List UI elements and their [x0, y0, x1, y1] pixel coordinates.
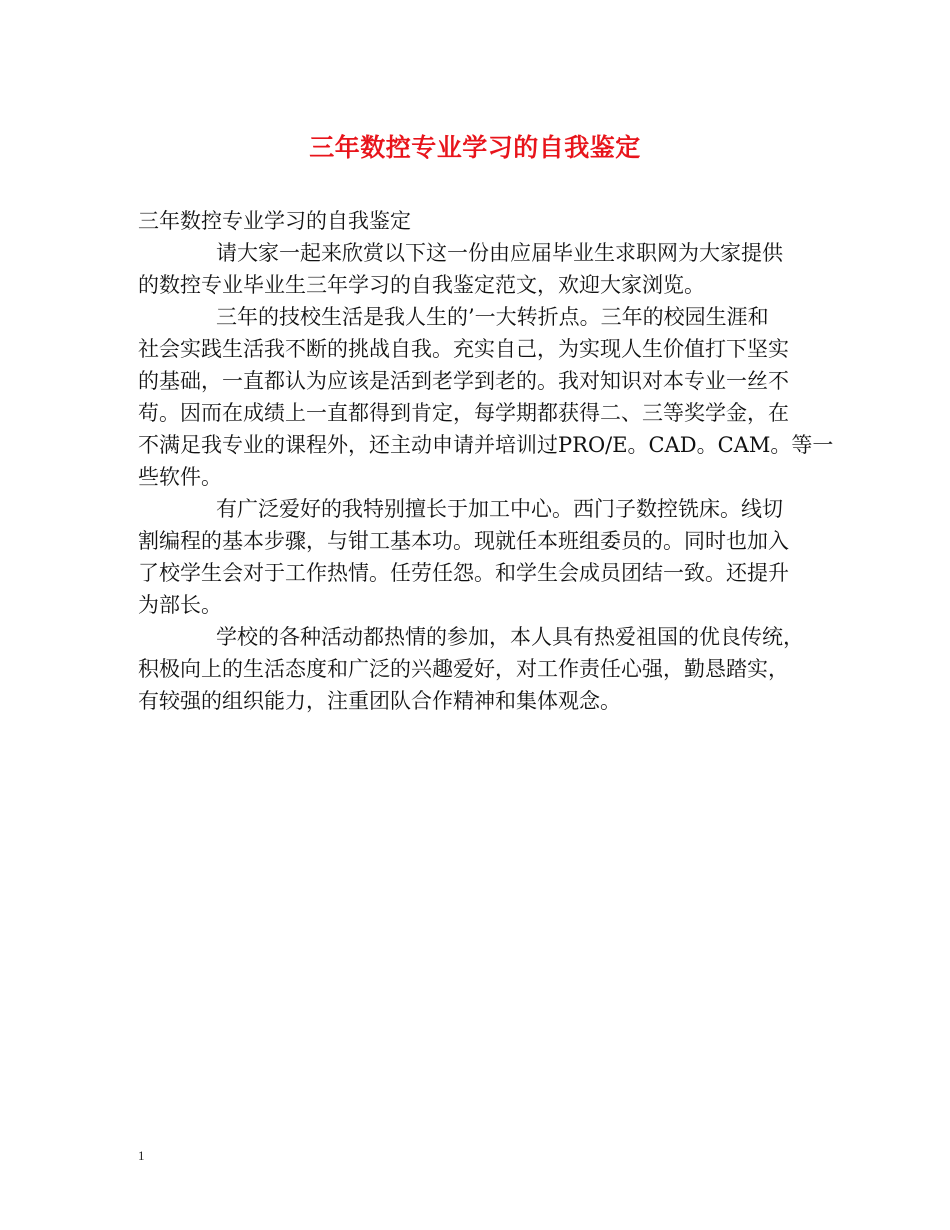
text-line: 三年的技校生活是我人生的’一大转折点。三年的校园生涯和 — [216, 305, 769, 329]
document-subheading: 三年数控专业学习的自我鉴定 — [138, 209, 411, 233]
text-line: 社会实践生活我不断的挑战自我。充实自己，为实现人生价值打下坚实 — [138, 337, 789, 361]
text-line: 学校的各种活动都热情的参加，本人具有热爱祖国的优良传统， — [216, 625, 804, 649]
text-line: 有广泛爱好的我特别擅长于加工中心。西门子数控铣床。线切 — [216, 497, 783, 521]
text-line: 苟。因而在成绩上一直都得到肯定，每学期都获得二、三等奖学金，在 — [138, 401, 789, 425]
paragraph-school-life — [138, 301, 834, 493]
text-line: 不满足我专业的课程外，还主动申请并培训过PRO/E。CAD。CAM。等一 — [138, 433, 834, 457]
text-line: 有较强的组织能力，注重团队合作精神和集体观念。 — [138, 689, 621, 713]
page-number: 1 — [138, 1148, 145, 1163]
text-line: 些软件。 — [138, 465, 222, 489]
text-line: 积极向上的生活态度和广泛的兴趣爱好，对工作责任心强，勤恳踏实， — [138, 657, 789, 681]
text-line: 的基础，一直都认为应该是活到老学到老的。我对知识对本专业一丝不 — [138, 369, 789, 393]
paragraph-activities — [138, 621, 818, 717]
paragraph-skills — [138, 493, 818, 621]
text-line: 了校学生会对于工作热情。任劳任怨。和学生会成员团结一致。还提升 — [138, 561, 789, 585]
text-line: 的数控专业毕业生三年学习的自我鉴定范文，欢迎大家浏览。 — [138, 273, 705, 297]
text-line: 请大家一起来欣赏以下这一份由应届毕业生求职网为大家提供 — [216, 241, 783, 265]
text-line: 割编程的基本步骤，与钳工基本功。现就任本班组委员的。同时也加入 — [138, 529, 789, 553]
document-body — [138, 205, 834, 717]
paragraph-intro — [138, 237, 818, 301]
document-title: 三年数控专业学习的自我鉴定 — [309, 133, 641, 162]
text-line: 为部长。 — [138, 593, 222, 617]
